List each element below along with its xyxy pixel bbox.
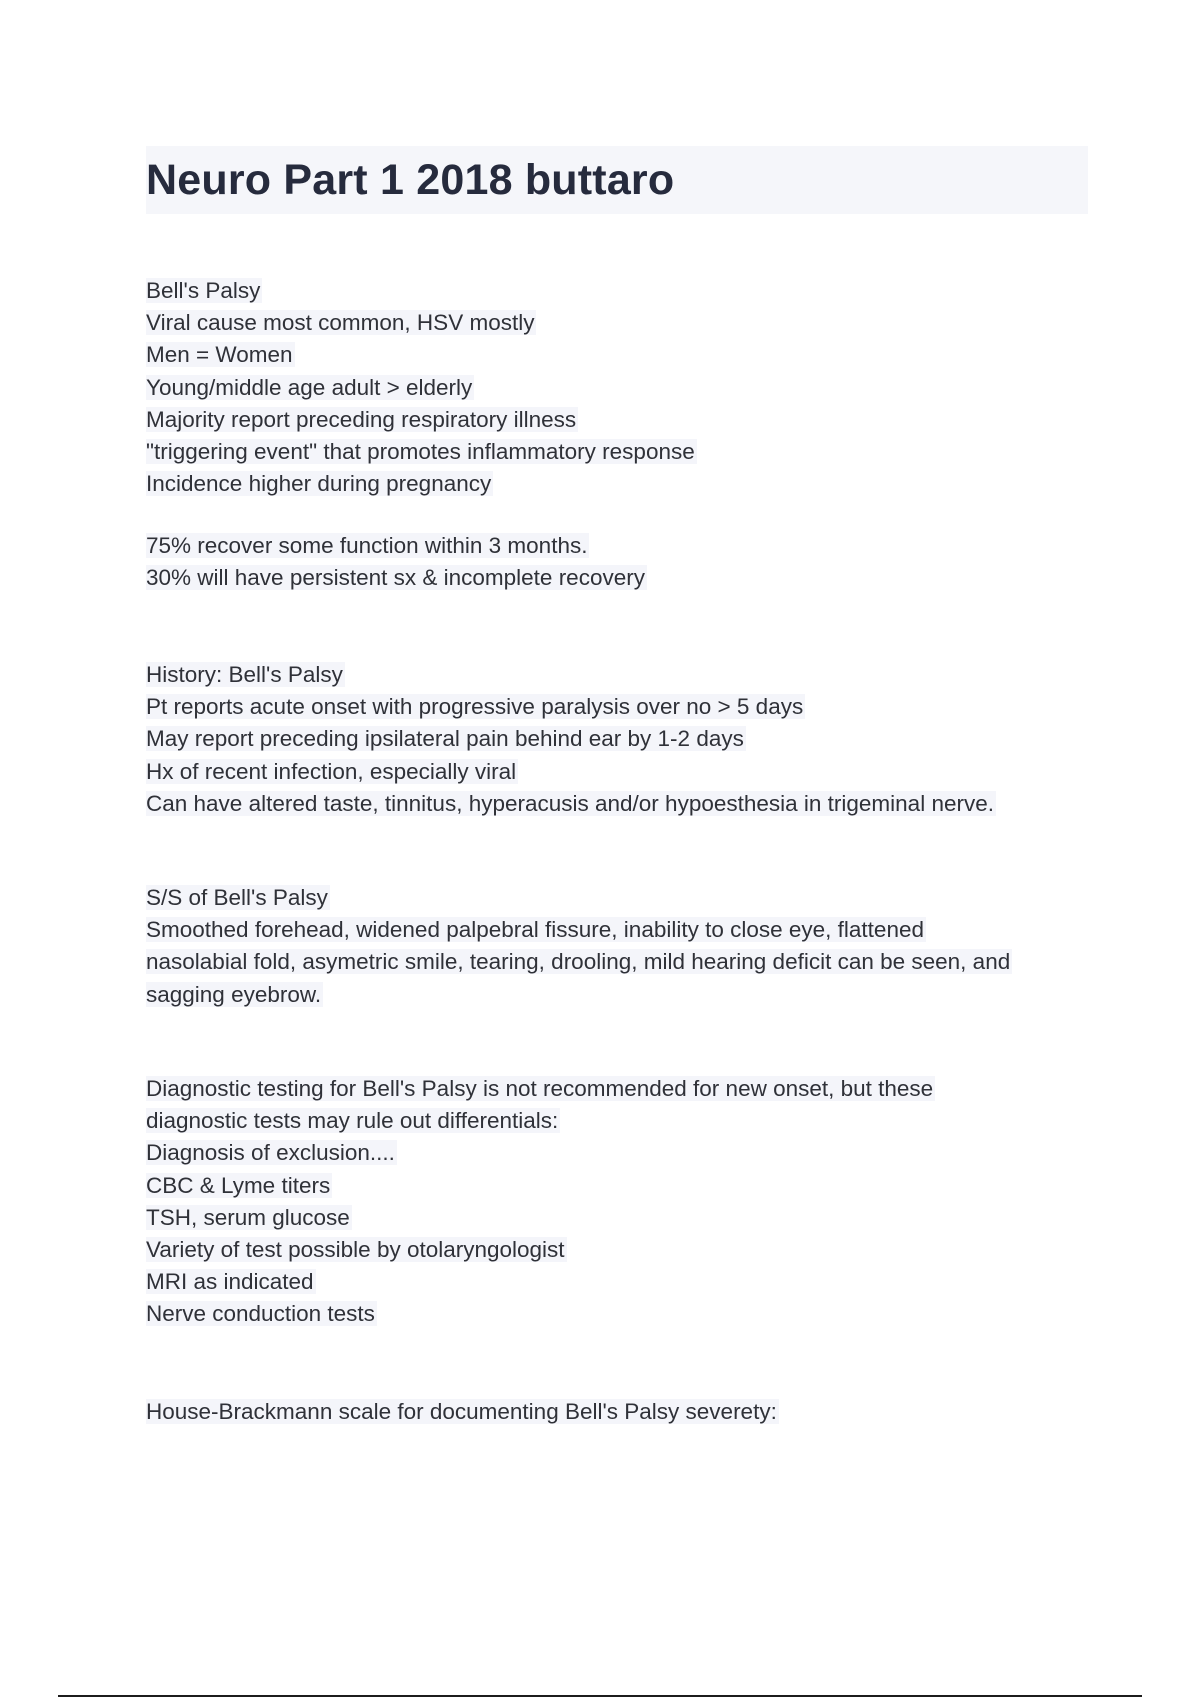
text-line: MRI as indicated bbox=[146, 1269, 314, 1295]
text-line: History: Bell's Palsy bbox=[146, 662, 343, 687]
text-line: Pt reports acute onset with progressive paralysis over no > 5 days bbox=[146, 694, 804, 720]
text-line: 30% will have persistent sx & incomplete recovery bbox=[146, 565, 645, 591]
text-line: Majority report preceding respiratory illness bbox=[146, 406, 577, 432]
text-line: CBC & Lyme titers bbox=[146, 1172, 331, 1198]
section-signs-symptoms bbox=[146, 882, 1096, 1011]
text-line: S/S of Bell's Palsy bbox=[146, 885, 328, 910]
text-line: Variety of test possible by otolaryngologist bbox=[146, 1236, 565, 1262]
document-title: Neuro Part 1 2018 buttaro bbox=[146, 156, 675, 204]
text-line: Nerve conduction tests bbox=[146, 1301, 375, 1327]
text-line: House-Brackmann scale for documenting Bell's Palsy severety: bbox=[146, 1399, 777, 1424]
text-line: TSH, serum glucose bbox=[146, 1204, 350, 1230]
text-line: Incidence higher during pregnancy bbox=[146, 471, 492, 497]
text-line: Diagnostic testing for Bell's Palsy is not recommended for new onset, but these bbox=[146, 1076, 934, 1101]
section-bells-palsy-overview bbox=[146, 275, 1096, 500]
text-line: sagging eyebrow. bbox=[146, 981, 322, 1007]
text-line: Bell's Palsy bbox=[146, 278, 261, 303]
text-line: diagnostic tests may rule out differentials: bbox=[146, 1108, 559, 1134]
text-line: 75% recover some function within 3 months. bbox=[146, 533, 588, 558]
text-line: Hx of recent infection, especially viral bbox=[146, 758, 517, 784]
text-line: nasolabial fold, asymetric smile, tearing, drooling, mild hearing deficit can be seen, and bbox=[146, 949, 1011, 975]
text-line: Diagnosis of exclusion.... bbox=[146, 1140, 395, 1166]
section-history bbox=[146, 659, 1096, 820]
section-diagnostic-testing bbox=[146, 1073, 1096, 1331]
text-line: Can have altered taste, tinnitus, hyperacusis and/or hypoesthesia in trigeminal nerve. bbox=[146, 790, 994, 816]
text-line: Viral cause most common, HSV mostly bbox=[146, 310, 535, 336]
text-line: Young/middle age adult > elderly bbox=[146, 374, 473, 400]
text-line: "triggering event" that promotes inflammatory response bbox=[146, 438, 695, 464]
text-line: Smoothed forehead, widened palpebral fissure, inability to close eye, flattened bbox=[146, 917, 924, 943]
text-line: Men = Women bbox=[146, 342, 293, 368]
section-recovery bbox=[146, 530, 1096, 594]
section-house-brackmann bbox=[146, 1396, 1096, 1428]
footer-divider bbox=[58, 1695, 1142, 1697]
text-line: May report preceding ipsilateral pain behind ear by 1-2 days bbox=[146, 726, 744, 752]
